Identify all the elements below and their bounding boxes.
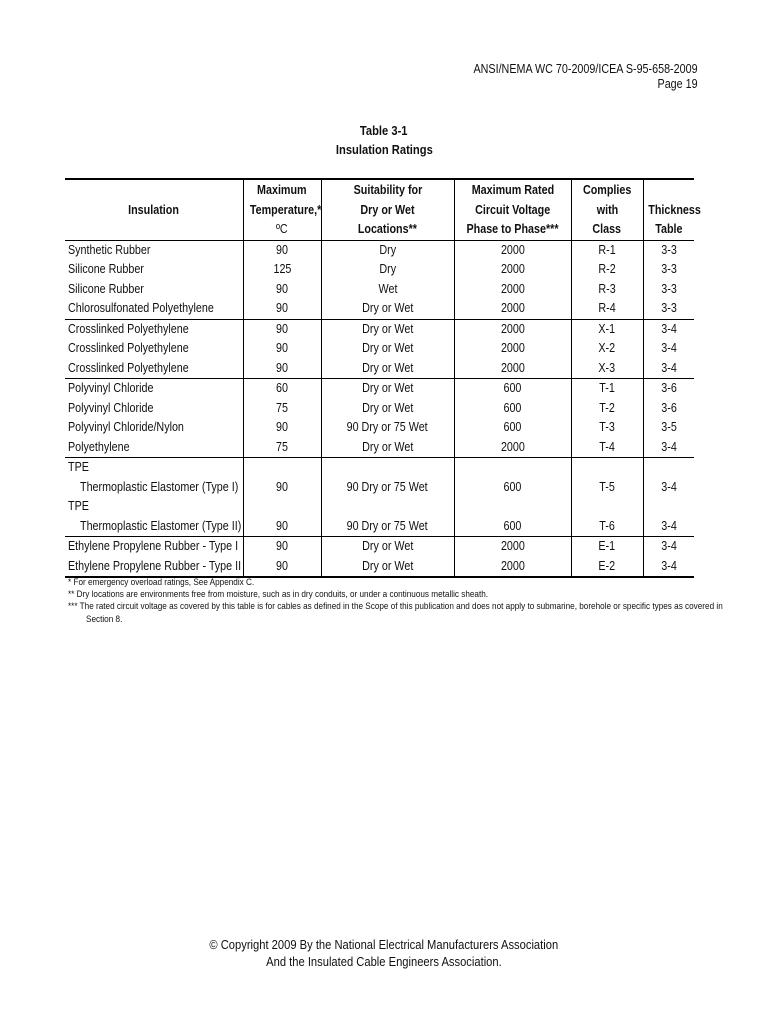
cell-voltage: 2000 [454, 299, 571, 319]
cell-insulation: TPE Thermoplastic Elastomer (Type II) [65, 497, 243, 537]
cell-voltage: 2000 [454, 557, 571, 578]
cell-suitability: Wet [321, 280, 454, 300]
insulation-ratings-table [65, 178, 701, 578]
footnote-dry-locations: ** Dry locations are environments free from moisture, such as in dry conduits, or under a continuous metallic sheath. [68, 589, 489, 601]
standard-designation: ANSI/NEMA WC 70-2009/ICEA S-95-658-2009 [473, 62, 698, 76]
cell-insulation: TPE Thermoplastic Elastomer (Type I) [65, 458, 243, 498]
cell-thickness: 3-4 [643, 458, 694, 498]
table-title: Insulation Ratings [335, 142, 433, 157]
cell-suitability: Dry or Wet [321, 438, 454, 458]
cell-voltage: 2000 [454, 537, 571, 557]
cell-thickness: 3-3 [643, 240, 694, 260]
cell-voltage: 2000 [454, 438, 571, 458]
cell-voltage: 2000 [454, 319, 571, 339]
table-row [65, 438, 694, 458]
cell-suitability: Dry or Wet [321, 379, 454, 399]
cell-temperature: 90 [243, 319, 321, 339]
cell-class: R-1 [571, 240, 643, 260]
cell-class: E-2 [571, 557, 643, 578]
document-header [437, 62, 698, 92]
cell-suitability: 90 Dry or 75 Wet [321, 497, 454, 537]
cell-insulation: Polyvinyl Chloride/Nylon [65, 418, 243, 438]
cell-suitability: Dry or Wet [321, 557, 454, 578]
table-row [65, 319, 694, 339]
page-number: Page 19 [657, 77, 698, 91]
cell-temperature: 90 [243, 537, 321, 557]
cell-temperature: 90 [243, 299, 321, 319]
copyright-line-2: And the Insulated Cable Engineers Association. [266, 954, 502, 969]
cell-thickness: 3-3 [643, 280, 694, 300]
copyright-line-1: © Copyright 2009 By the National Electrical Manufacturers Association [209, 937, 559, 952]
cell-insulation: Synthetic Rubber [65, 240, 243, 260]
cell-temperature: 75 [243, 438, 321, 458]
cell-suitability: Dry or Wet [321, 399, 454, 419]
cell-voltage: 600 [454, 379, 571, 399]
cell-voltage: 2000 [454, 260, 571, 280]
cell-temperature: 90 [243, 240, 321, 260]
table-row [65, 379, 694, 399]
cell-class: T-4 [571, 438, 643, 458]
table-row [65, 280, 694, 300]
cell-voltage: 600 [454, 458, 571, 498]
table-row [65, 537, 694, 557]
cell-temperature: 90 [243, 557, 321, 578]
table-row [65, 240, 694, 260]
cell-thickness: 3-4 [643, 438, 694, 458]
table-row [65, 339, 694, 359]
cell-temperature: 90 [243, 280, 321, 300]
cell-insulation: Crosslinked Polyethylene [65, 359, 243, 379]
cell-temperature: 60 [243, 379, 321, 399]
cell-temperature: 90 [243, 458, 321, 498]
cell-thickness: 3-4 [643, 557, 694, 578]
cell-voltage: 600 [454, 399, 571, 419]
cell-suitability: Dry [321, 240, 454, 260]
cell-class: R-4 [571, 299, 643, 319]
cell-insulation: Crosslinked Polyethylene [65, 319, 243, 339]
cell-thickness: 3-5 [643, 418, 694, 438]
column-header-complies: Complies with Class [571, 179, 643, 240]
table-row [65, 299, 694, 319]
cell-voltage: 2000 [454, 280, 571, 300]
cell-thickness: 3-4 [643, 339, 694, 359]
cell-thickness: 3-4 [643, 319, 694, 339]
table-row [65, 399, 694, 419]
table-caption [0, 121, 768, 159]
table-row [65, 557, 694, 578]
cell-class: X-3 [571, 359, 643, 379]
cell-suitability: 90 Dry or 75 Wet [321, 418, 454, 438]
cell-thickness: 3-6 [643, 399, 694, 419]
cell-class: R-2 [571, 260, 643, 280]
cell-insulation: Ethylene Propylene Rubber - Type I [65, 537, 243, 557]
column-header-thickness: Thickness Table [643, 179, 694, 240]
cell-class: T-6 [571, 497, 643, 537]
table-row [65, 260, 694, 280]
cell-insulation: Polyethylene [65, 438, 243, 458]
cell-voltage: 600 [454, 418, 571, 438]
table-row [65, 359, 694, 379]
cell-insulation: Chlorosulfonated Polyethylene [65, 299, 243, 319]
cell-voltage: 2000 [454, 359, 571, 379]
cell-temperature: 75 [243, 399, 321, 419]
cell-temperature: 125 [243, 260, 321, 280]
table-row [65, 497, 694, 537]
footnote-voltage-continued: Section 8. [86, 613, 123, 625]
column-header-suitability: Suitability for Dry or Wet Locations** [321, 179, 454, 240]
table-row [65, 458, 694, 498]
copyright-notice [0, 936, 768, 970]
footnote-voltage: *** The rated circuit voltage as covered by this table is for cables as defined in the Scope of this publication and does not apply to submarine, borehole or specific types as covered in [68, 601, 723, 613]
cell-voltage: 2000 [454, 240, 571, 260]
cell-insulation: Silicone Rubber [65, 260, 243, 280]
cell-class: T-3 [571, 418, 643, 438]
cell-suitability: Dry or Wet [321, 319, 454, 339]
cell-class: R-3 [571, 280, 643, 300]
cell-thickness: 3-3 [643, 299, 694, 319]
cell-temperature: 90 [243, 497, 321, 537]
column-header-voltage: Maximum Rated Circuit Voltage Phase to Phase*** [454, 179, 571, 240]
cell-class: T-1 [571, 379, 643, 399]
column-header-max-temperature: Maximum Temperature,* ºC [243, 179, 321, 240]
cell-insulation: Crosslinked Polyethylene [65, 339, 243, 359]
cell-temperature: 90 [243, 359, 321, 379]
cell-suitability: Dry or Wet [321, 537, 454, 557]
cell-suitability: Dry or Wet [321, 339, 454, 359]
cell-class: X-2 [571, 339, 643, 359]
table-row [65, 418, 694, 438]
cell-thickness: 3-4 [643, 537, 694, 557]
cell-insulation: Polyvinyl Chloride [65, 379, 243, 399]
cell-thickness: 3-4 [643, 497, 694, 537]
cell-class: T-2 [571, 399, 643, 419]
cell-temperature: 90 [243, 418, 321, 438]
cell-insulation: Silicone Rubber [65, 280, 243, 300]
cell-insulation: Ethylene Propylene Rubber - Type II [65, 557, 243, 578]
table-footnotes [68, 577, 723, 626]
cell-temperature: 90 [243, 339, 321, 359]
column-header-insulation: Insulation [65, 179, 243, 240]
cell-thickness: 3-3 [643, 260, 694, 280]
table-number: Table 3-1 [360, 123, 408, 138]
cell-thickness: 3-6 [643, 379, 694, 399]
table-header-row [65, 179, 694, 240]
cell-class: E-1 [571, 537, 643, 557]
cell-class: X-1 [571, 319, 643, 339]
cell-suitability: Dry or Wet [321, 299, 454, 319]
cell-voltage: 600 [454, 497, 571, 537]
cell-suitability: Dry or Wet [321, 359, 454, 379]
cell-insulation: Polyvinyl Chloride [65, 399, 243, 419]
cell-voltage: 2000 [454, 339, 571, 359]
cell-suitability: 90 Dry or 75 Wet [321, 458, 454, 498]
cell-suitability: Dry [321, 260, 454, 280]
cell-thickness: 3-4 [643, 359, 694, 379]
footnote-temperature: * For emergency overload ratings, See Appendix C. [68, 577, 255, 588]
cell-class: T-5 [571, 458, 643, 498]
